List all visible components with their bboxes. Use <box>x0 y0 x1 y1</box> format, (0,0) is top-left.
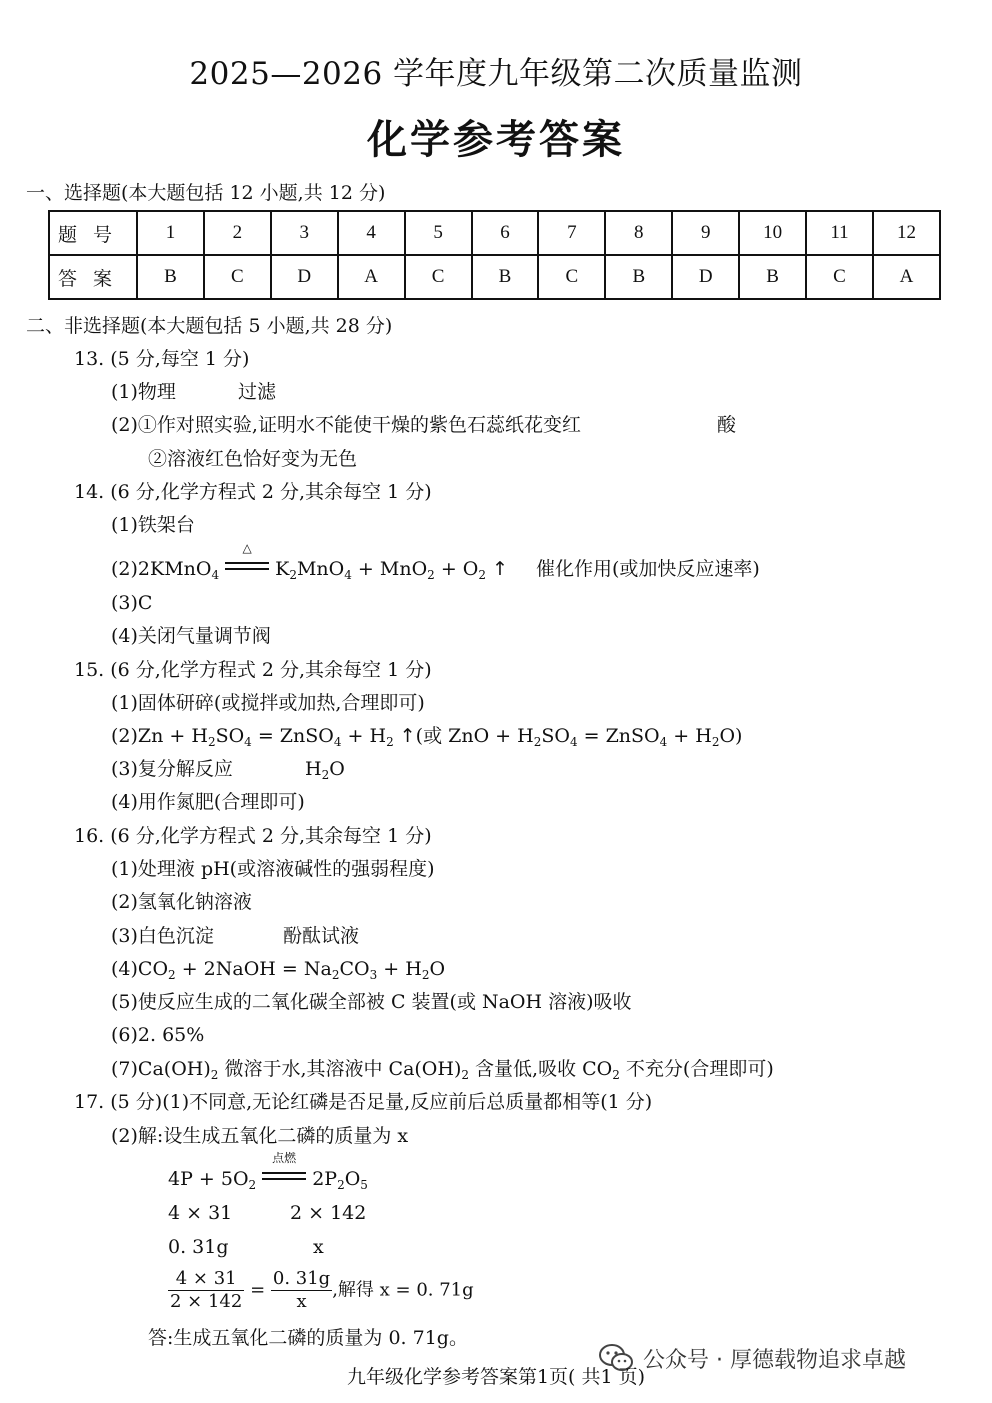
q16-title: 16. (6 分,化学方程式 2 分,其余每空 1 分) <box>74 825 432 847</box>
section2-heading: 二、非选择题(本大题包括 5 小题,共 28 分) <box>26 315 393 337</box>
q15-answer-1: (1)固体研碎(或搅拌或加热,合理即可) <box>111 692 425 714</box>
q13-answer-1b: 过滤 <box>238 381 277 403</box>
q16-answer-5: (5)使反应生成的二氧化碳全部被 C 装置(或 NaOH 溶液)吸收 <box>111 991 632 1013</box>
q13-answer-1: (1)物理 <box>111 381 176 403</box>
section1-heading: 一、选择题(本大题包括 12 小题,共 12 分) <box>26 182 386 204</box>
q16-answer-6: (6)2. 65% <box>111 1024 205 1046</box>
table-cell: 9 <box>672 211 739 255</box>
table-cell: 10 <box>739 211 806 255</box>
q17-final-answer: 答:生成五氧化二磷的质量为 0. 71g。 <box>148 1327 468 1349</box>
table-cell: 11 <box>806 211 873 255</box>
q14-title: 14. (6 分,化学方程式 2 分,其余每空 1 分) <box>74 481 432 503</box>
q16-answer-3b: 酚酞试液 <box>283 925 360 947</box>
page-footer: 九年级化学参考答案第1页( 共1 页) <box>346 1366 646 1388</box>
table-cell: 6 <box>472 211 539 255</box>
table-cell: A <box>873 255 940 299</box>
row-label-answer: 答案 <box>49 255 137 299</box>
table-row <box>49 255 940 299</box>
q13-answer-2c: ②溶液红色恰好变为无色 <box>148 448 358 470</box>
q15-title: 15. (6 分,化学方程式 2 分,其余每空 1 分) <box>74 659 432 681</box>
row-label-number: 题号 <box>49 211 137 255</box>
q17-equation: $4P + 5O_2$ 点燃 $2P_2O_5$ <box>168 1151 368 1192</box>
table-cell: C <box>204 255 271 299</box>
q14-answer-2-prefix: (2) <box>111 558 138 580</box>
q14-equation: (2)2KMnO$_4$ △ $K_2MnO_4 + MnO_2 + O_2$ ↑ <box>111 541 508 582</box>
q15-answer-3: (3)复分解反应 <box>111 758 233 780</box>
q17-title: 17. (5 分)(1)不同意,无论红磷是否足量,反应前后总质量都相等(1 分) <box>74 1091 653 1113</box>
q14-answer-1: (1)铁架台 <box>111 514 195 536</box>
q13-title: 13. (5 分,每空 1 分) <box>74 348 250 370</box>
q17-answer-2: (2)解:设生成五氧化二磷的质量为 x <box>111 1125 409 1147</box>
q17-proportion: $\frac{4 \times 31}{2 \times 142}$ = $\frac{0. 31g}{x}$ ,解得 x = 0. 71g <box>170 1268 474 1312</box>
fraction-right: $\frac{0. 31g}{x}$ <box>272 1268 331 1312</box>
q15-answer-2-prefix: (2) <box>111 725 138 747</box>
q16-equation: $(4)CO_2$ + 2NaOH = $Na_2CO_3 + H_2O$ <box>111 958 446 982</box>
q15-answer-4: (4)用作氮肥(合理即可) <box>111 791 305 813</box>
gas-arrow-icon: ↑ <box>492 558 508 580</box>
table-cell: 5 <box>405 211 472 255</box>
ignition-condition: 点燃 <box>258 1166 310 1192</box>
table-cell: C <box>405 255 472 299</box>
table-cell: 2 <box>204 211 271 255</box>
document-subtitle: 化学参考答案 <box>367 117 625 163</box>
table-cell: D <box>672 255 739 299</box>
q16-answer-4-prefix: (4) <box>111 958 138 980</box>
q17-mass-2: 2 × 142 <box>290 1202 367 1224</box>
table-cell: 4 <box>338 211 405 255</box>
table-cell: 1 <box>137 211 204 255</box>
table-cell: B <box>739 255 806 299</box>
q15-answer-3b: $H_2O$ <box>305 758 345 782</box>
q17-solve: ,解得 x = 0. 71g <box>332 1279 474 1301</box>
table-cell: 12 <box>873 211 940 255</box>
document-title: 2025—2026 学年度九年级第二次质量监测 <box>189 56 803 92</box>
wechat-watermark: 公众号 · 厚德载物追求卓越 <box>597 1343 906 1374</box>
fraction-left: $\frac{4 \times 31}{2 \times 142}$ <box>170 1268 243 1312</box>
table-cell: C <box>806 255 873 299</box>
table-cell: 7 <box>538 211 605 255</box>
answer-table <box>48 210 941 300</box>
q14-answer-3: (3)C <box>111 592 153 614</box>
table-cell: D <box>271 255 338 299</box>
table-cell: 8 <box>605 211 672 255</box>
q16-answer-2: (2)氢氧化钠溶液 <box>111 891 252 913</box>
q14-answer-4: (4)关闭气量调节阀 <box>111 625 271 647</box>
q16-answer-1: (1)处理液 pH(或溶液碱性的强弱程度) <box>111 858 435 880</box>
q17-given: 0. 31g <box>168 1236 229 1258</box>
q14-answer-2b: 催化作用(或加快反应速率) <box>536 558 760 580</box>
table-cell: C <box>538 255 605 299</box>
table-row <box>49 211 940 255</box>
q13-answer-2: (2)①作对照实验,证明水不能使干燥的紫色石蕊纸花变红 <box>111 414 581 436</box>
table-cell: B <box>137 255 204 299</box>
q13-answer-2b: 酸 <box>717 414 737 436</box>
heating-condition: △ <box>221 556 273 582</box>
q15-equation: $(2)Zn + H_2SO_4$ = ZnSO$_4$ + $H_2$ ↑(或 ZnO + $H_2SO_4$ = ZnSO$_4$ + $H_2O$) <box>111 725 743 749</box>
table-cell: 3 <box>271 211 338 255</box>
q17-mass-1: 4 × 31 <box>168 1202 233 1224</box>
q16-answer-3: (3)白色沉淀 <box>111 925 214 947</box>
q16-answer-7: $(7)Ca(OH)_2$ 微溶于水,其溶液中 $Ca(OH)_2$ 含量低,吸收 $CO_2$ 不充分(合理即可) <box>111 1058 774 1082</box>
table-cell: A <box>338 255 405 299</box>
table-cell: B <box>605 255 672 299</box>
table-cell: B <box>472 255 539 299</box>
q17-unknown: x <box>313 1236 324 1258</box>
